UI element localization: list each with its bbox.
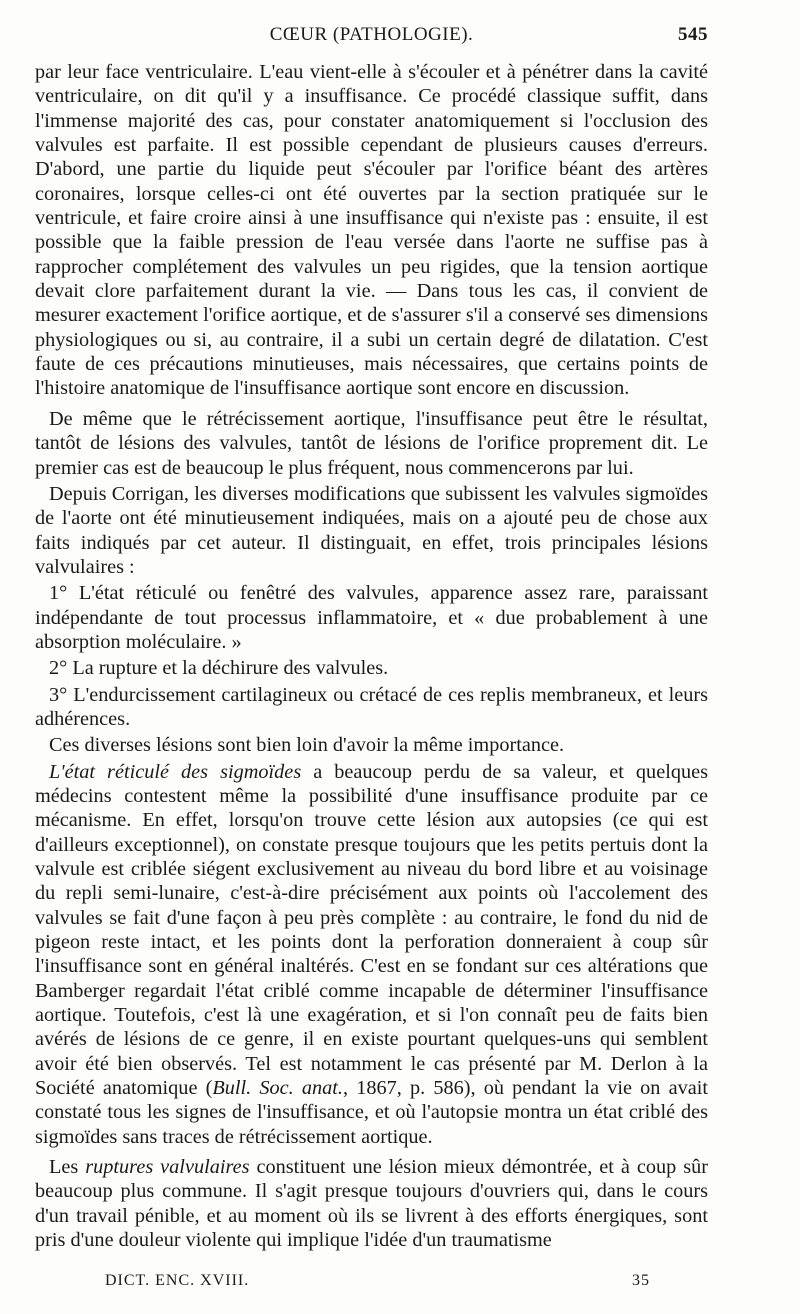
list-item: 3° L'endurcissement cartilagineux ou crétacé de ces replis membraneux, et leurs adhérences. — [35, 683, 708, 730]
running-title: CŒUR (PATHOLOGIE). — [269, 24, 474, 45]
paragraph — [35, 1155, 708, 1252]
italic-term: L'état réticulé des sigmoïdes — [49, 760, 302, 783]
italic-term: ruptures valvulaires — [85, 1156, 250, 1179]
paragraph — [35, 760, 708, 1150]
body-text — [35, 60, 708, 1253]
signature-mark: DICT. ENC. XVIII. — [105, 1272, 250, 1289]
list-item: 2° La rupture et la déchirure des valvules. — [49, 657, 389, 680]
footer — [105, 1272, 650, 1290]
paragraph: De même que le rétrécissement aortique, l'insuffisance peut être le résultat, tantôt de lésions des valvules, tantôt de lésions de l'orifice proprement dit. Le premier cas est de beaucoup le plus fréquent, nous commencerons par lui. — [35, 407, 708, 479]
paragraph: Ces diverses lésions sont bien loin d'avoir la même importance. — [49, 734, 565, 757]
paragraph: par leur face ventriculaire. L'eau vient-elle à s'écouler et à pénétrer dans la cavité ventriculaire, on dit qu'il y a insuffisance. Ce procédé classique suffit, dans l'immense majorité des cas, pour constater anatomiquement si l'occlusion des valvules est parfaite. Il est possible cependant de plusieurs causes d'erreurs. D'abord, une partie du liquide peut s'écouler par l'orifice béant des artères coronaires, lorsque celles-ci ont été ouvertes par la section pratiquée sur le ventricule, et faire croire ainsi à une insuffisance qui n'existe pas : ensuite, il est possible que la faible pression de l'eau versée dans l'aorte ne suffise pas à rapprocher complétement des valvules un peu rigides, que la tension aortique devait clore parfaitement durant la vie. — Dans tous les cas, il convient de mesurer exactement l'orifice aortique, et de s'assurer s'il a conservé ses dimensions physiologiques ou si, au contraire, il a subi un certain degré de dilatation. C'est faute de ces précautions minutieuses, mais nécessaires, que certains points de l'histoire anatomique de l'insuffisance aortique sont encore en discussion. — [35, 61, 708, 400]
text-run: a beaucoup perdu de sa valeur, et quelques médecins contestent même la possibilité d'une insuffisance produite par ce mécanisme. En effet, lorsqu'on trouve cette lésion aux autopsies (ce qui est d'ailleurs exceptionnel), on constate presque toujours que les petits pertuis dont la valvule est criblée siégent exclusivement au niveau du bord libre et au voisinage du repli semi-lunaire, c'est-à-dire précisément aux points où l'accolement des valvules se fait d'une façon à peu près complète : au contraire, le fond du nid de pigeon reste intact, et les points dont la perforation donneraient à coup sûr l'insuffisance sont en général inaltérés. C'est en se fondant sur ces altérations que Bamberger regardait l'état criblé comme incapable de déterminer l'insuffisance aortique. Toutefois, c'est là une exagération, et si l'on connaît peu de faits bien avérés de lésions de ce genre, il en existe pourtant quelques-uns qui semblent avoir été bien observés. Tel est notamment le cas présenté par M. Derlon à la Société anatomique ( — [35, 760, 709, 1100]
paragraph: Depuis Corrigan, les diverses modifications que subissent les valvules sigmoïdes de l'aorte ont été minutieusement indiquées, mais on a ajouté peu de chose aux faits indiqués par cet auteur. Il distinguait, en effet, trois principales lésions valvulaires : — [35, 482, 708, 578]
list-item: 1° L'état réticulé ou fenêtré des valvules, apparence assez rare, paraissant indépendante de tout processus inflammatoire, et « due probablement à une absorption moléculaire. » — [35, 582, 708, 653]
signature-number: 35 — [632, 1272, 650, 1289]
italic-citation: Bull. Soc. anat. — [212, 1077, 343, 1100]
text-run: constituent une lésion mieux démontrée, et à coup sûr beaucoup plus commune. Il s'agit presque toujours d'ouvriers qui, dans le cours d'un travail pénible, et au moment où ils se livrent à des efforts énergiques, sont pris d'une douleur violente qui implique l'idée d'un traumatisme — [35, 1156, 708, 1252]
running-header — [35, 24, 708, 54]
page-number: 545 — [678, 24, 708, 45]
text-run: , 1867, p. 586), où pendant la vie on avait constaté tous les signes de l'insuffisance, et où l'autopsie montra un état criblé des sigmoïdes sans traces de rétrécissement aortique. — [35, 1077, 708, 1148]
text-run: Les — [49, 1156, 86, 1179]
